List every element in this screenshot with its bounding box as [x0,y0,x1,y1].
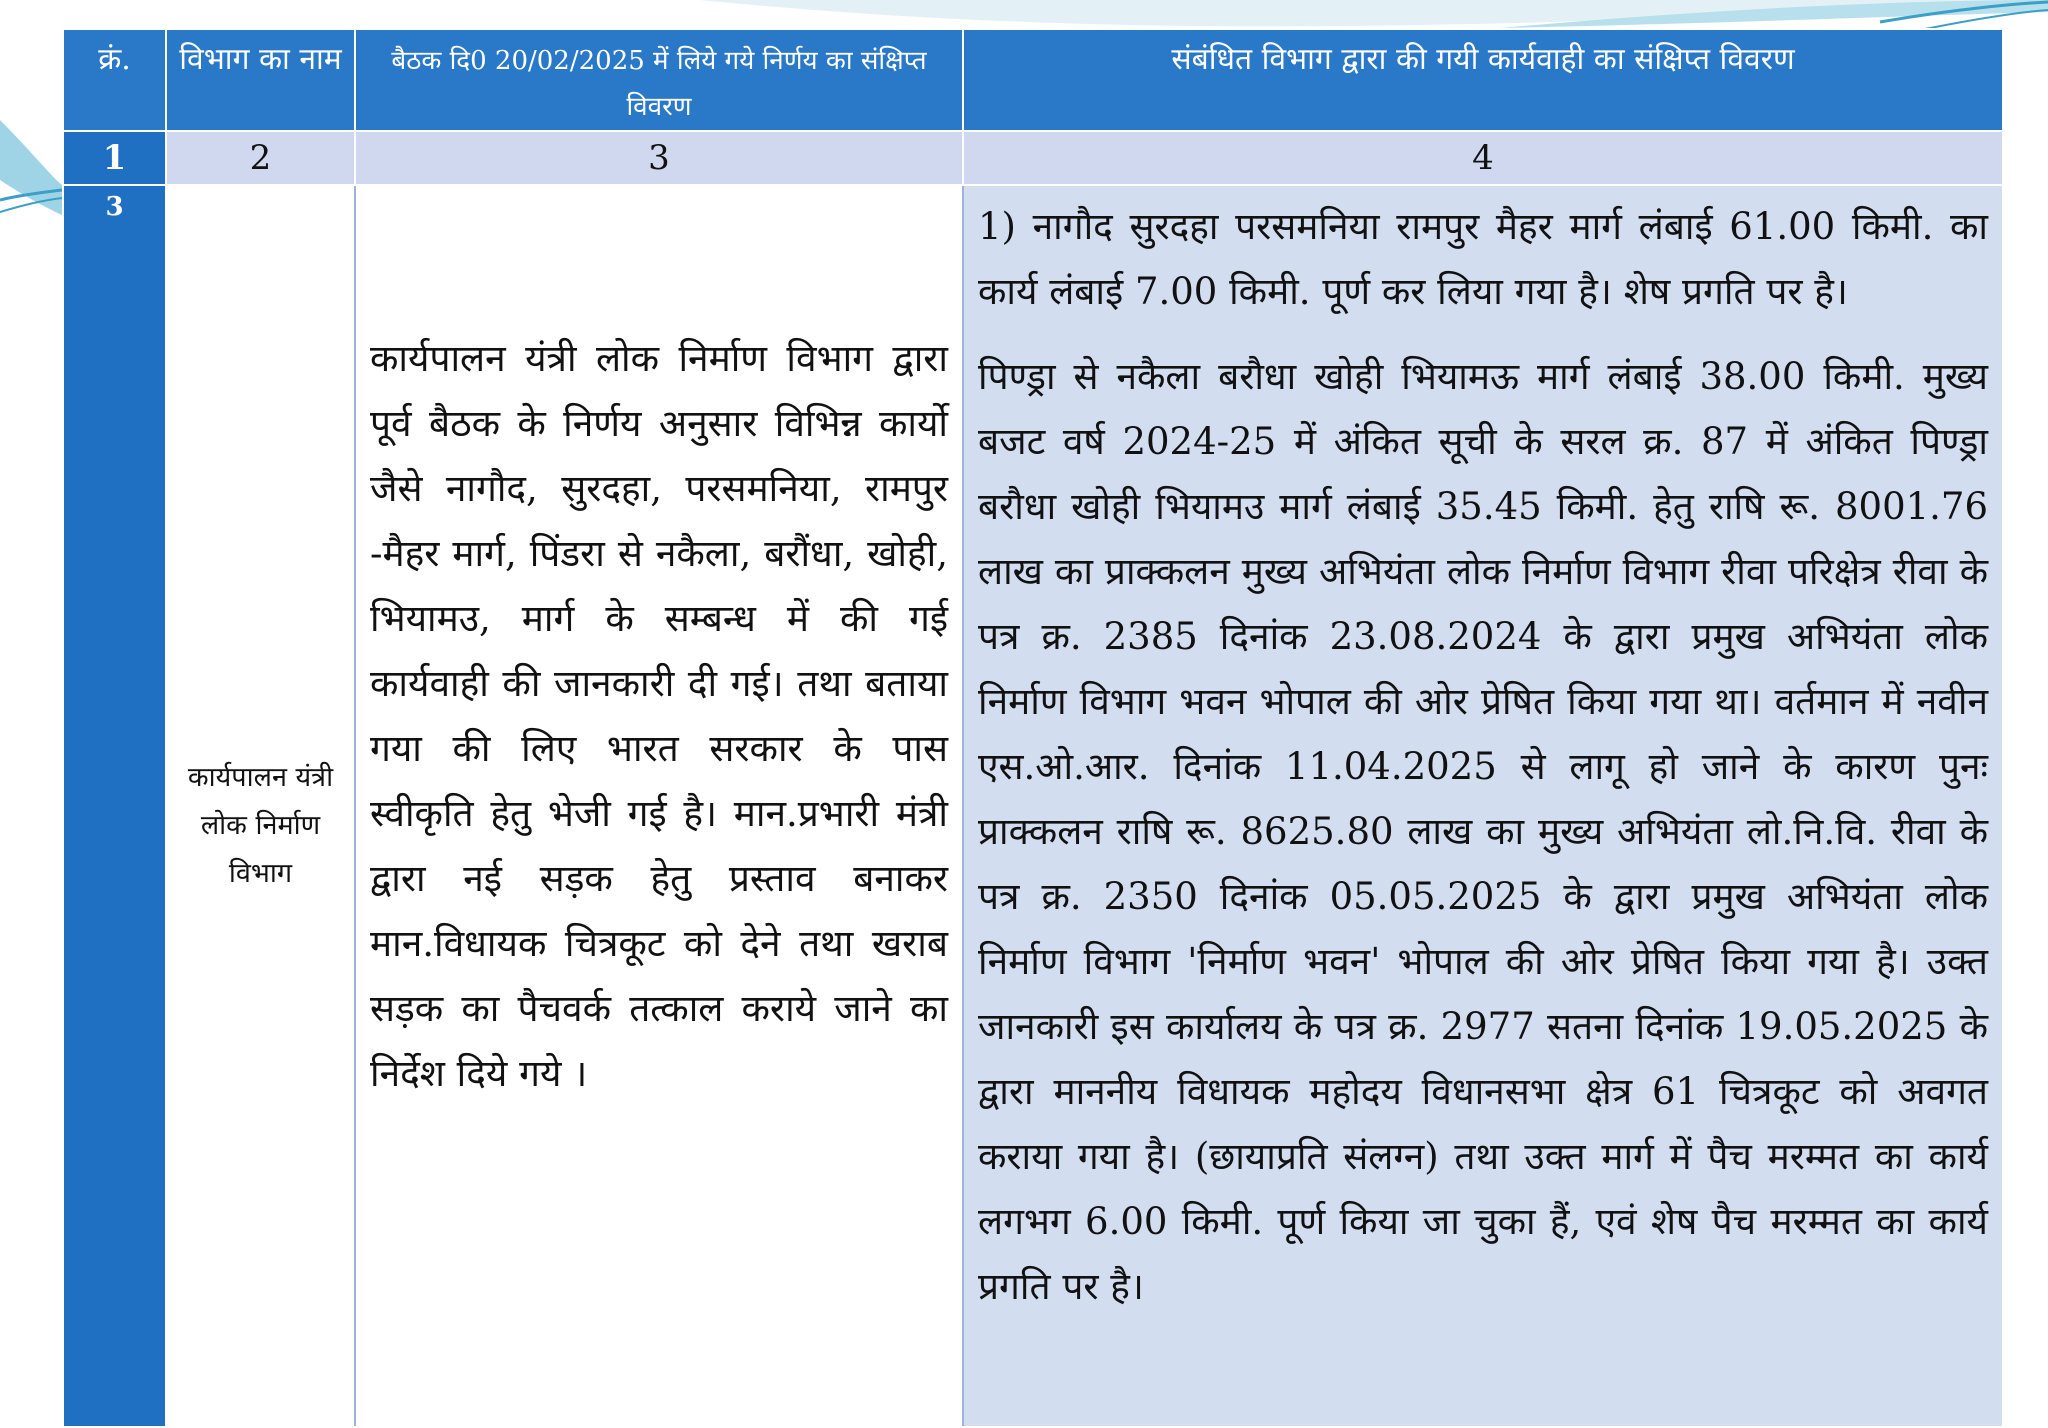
action-cell [963,185,2003,1427]
action-paragraph: पिण्ड्रा से नकैला बरौधा खोही भियामऊ मार्ग लंबाई 38.00 किमी. मुख्य बजट वर्ष 2024-25 में अंकित सूची के सरल क्र. 87 में अंकित पिण्ड्रा बरौधा खोही भियामउ मार्ग लंबाई 35.45 किमी. हेतु राषि रू. 8001.76 लाख का प्राक्कलन मुख्य अभियंता लोक निर्माण विभाग रीवा परिक्षेत्र रीवा के पत्र क्र. 2385 दिनांक 23.08.2024 के द्वारा प्रमुख अभियंता लोक निर्माण विभाग भवन भोपाल की ओर प्रेषित किया गया था। वर्तमान में नवीन एस.ओ.आर. दिनांक 11.04.2025 से लागू हो जाने के कारण पुनः प्राक्कलन राषि रू. 8625.80 लाख का मुख्य अभियंता लो.नि.वि. रीवा के पत्र क्र. 2350 दिनांक 05.05.2025 के द्वारा प्रमुख अभियंता लोक निर्माण विभाग 'निर्माण भवन' भोपाल की ओर प्रेषित किया गया है। उक्त जानकारी इस कार्यालय के पत्र क्र. 2977 सतना दिनांक 19.05.2025 के द्वारा माननीय विधायक महोदय विधानसभा क्षेत्र 61 चित्रकूट को अवगत कराया गया है। (छायाप्रति संलग्न) तथा उक्त मार्ग में पैच मरम्मत का कार्य लगभग 6.00 किमी. पूर्ण किया जा चुका हैं, एवं शेष पैच मरम्मत का कार्य प्रगति पर है। [978,355,1988,1308]
column-number-row [63,131,2003,185]
header-serial: क्रं. [63,29,166,131]
table-row [63,185,2003,1427]
meeting-decision-table [62,28,2004,1428]
decision-cell [355,185,963,1427]
column-number: 1 [63,131,166,185]
header-department: विभाग का नाम [166,29,355,131]
column-number: 4 [963,131,2003,185]
header-action: संबंधित विभाग द्वारा की गयी कार्यवाही का संक्षिप्त विवरण [963,29,2003,131]
decision-text: कार्यपालन यंत्री लोक निर्माण विभाग द्वारा पूर्व बैठक के निर्णय अनुसार विभिन्न कार्यो जैसे नागौद, सुरदहा, परसमनिया, रामपुर -मैहर मार्ग, पिंडरा से नकैला, बरौंधा, खोही, भियामउ, मार्ग के सम्बन्ध में की गई कार्यवाही की जानकारी दी गई। तथा बताया गया की लिए भारत सरकार के पास स्वीकृति हेतु भेजी गई है। मान.प्रभारी मंत्री द्वारा नई सड़क हेतु प्रस्ताव बनाकर मान.विधायक चित्रकूट को देने तथा खराब सड़क का पैचवर्क तत्काल कराये जाने का निर्देश दिये गये । [370,337,948,1095]
department-name: कार्यपालन यंत्री लोक निर्माण विभाग [187,762,334,889]
header-decision: बैठक दि0 20/02/2025 में लिये गये निर्णय का संक्षिप्त विवरण [355,29,963,131]
column-number: 3 [355,131,963,185]
action-paragraph: 1) नागौद सुरदहा परसमनिया रामपुर मैहर मार्ग लंबाई 61.00 किमी. का कार्य लंबाई 7.00 किमी. पूर्ण कर लिया गया है। शेष प्रगति पर है। [978,205,1988,313]
header-row [63,29,2003,131]
department-cell [166,185,355,1427]
column-number: 2 [166,131,355,185]
serial-number-cell: 3 [63,185,166,1427]
